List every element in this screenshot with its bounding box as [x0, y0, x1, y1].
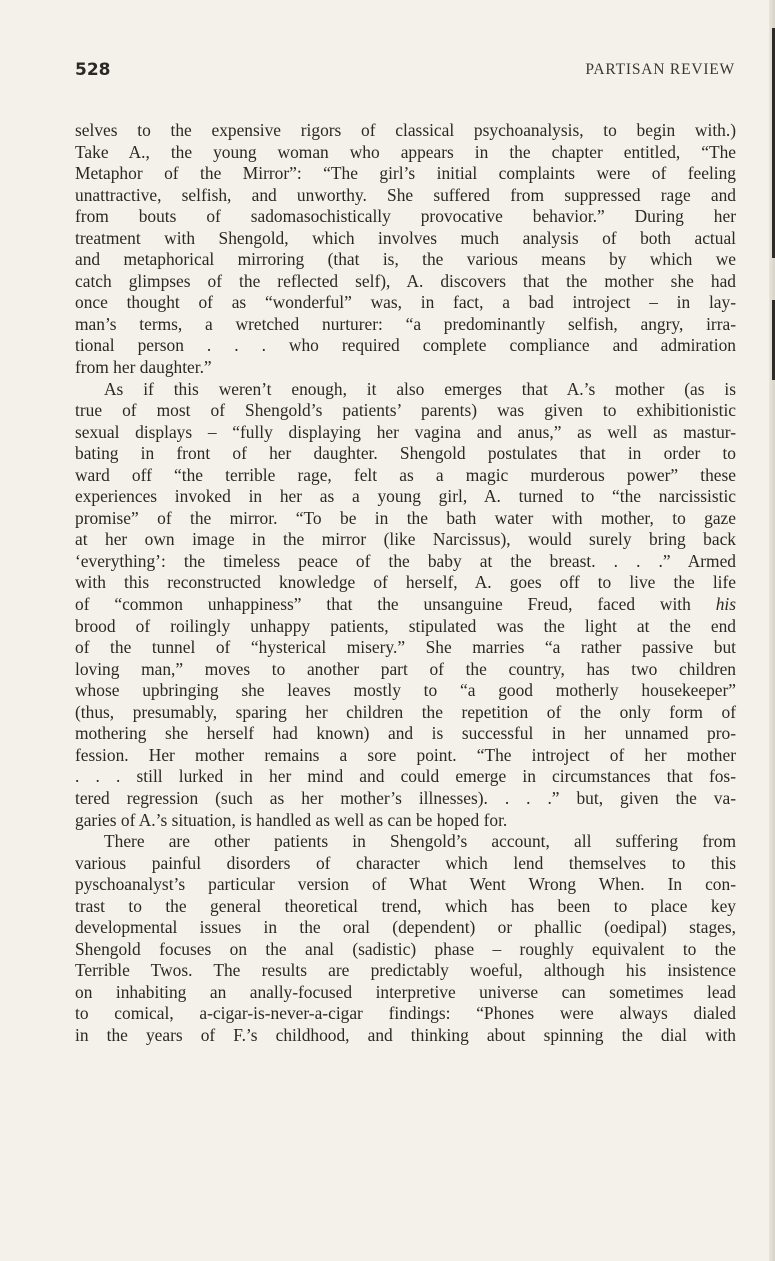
paragraph-first-line: There are other patients in Shengold’s account, all suffering from [104, 831, 736, 852]
emphasis-text: his [715, 594, 736, 615]
text-line: tional person . . . who required complete compliance and admiration [75, 335, 736, 356]
text-line: ward off “the terrible rage, felt as a magic murderous power” these [75, 464, 736, 485]
text-line: Metaphor of the Mirror”: “The girl’s initial complaints were of feeling [75, 163, 736, 184]
text-line: selves to the expensive rigors of classical psychoanalysis, to begin with.) [75, 120, 736, 140]
text-line: to comical, a-cigar-is-never-a-cigar findings: “Phones were always dialed [75, 1003, 736, 1024]
text-line: experiences invoked in her as a young girl, A. turned to “the narcissistic [75, 486, 736, 507]
text-line: Terrible Twos. The results are predictably woeful, although his insistence [75, 960, 736, 981]
text-line: bating in front of her daughter. Shengold postulates that in order to [75, 443, 736, 464]
text-line: developmental issues in the oral (dependent) or phallic (oedipal) stages, [75, 917, 736, 938]
paragraph-first-line: As if this weren’t enough, it also emerges that A.’s mother (as is [104, 378, 736, 399]
running-head [75, 60, 735, 84]
text-line: unattractive, selfish, and unworthy. She suffered from suppressed rage and [75, 184, 736, 205]
text-line: whose upbringing she leaves mostly to “a good motherly housekeeper” [75, 680, 736, 701]
text-line: man’s terms, a wretched nurturer: “a predominantly selfish, angry, irra- [75, 313, 736, 334]
text-line: true of most of Shengold’s patients’ parents) was given to exhibitionistic [75, 400, 736, 421]
journal-title: PARTISAN REVIEW [585, 61, 735, 78]
text-line: tered regression (such as her mother’s illnesses). . . .” but, given the va- [75, 787, 736, 808]
text-line: of the tunnel of “hysterical misery.” She marries “a rather passive but [75, 637, 736, 658]
text-line: on inhabiting an anally-focused interpretive universe can sometimes lead [75, 981, 736, 1002]
text-line: fession. Her mother remains a sore point. “The introject of her mother [75, 744, 736, 765]
text-line: . . . still lurked in her mind and could emerge in circumstances that fos- [75, 766, 736, 787]
text-line: mothering she herself had known) and is successful in her unnamed pro- [75, 723, 736, 744]
text-line: Shengold focuses on the anal (sadistic) phase – roughly equivalent to the [75, 938, 736, 959]
text-line: with this reconstructed knowledge of herself, A. goes off to live the life [75, 572, 736, 593]
page-number: 528 [75, 60, 111, 80]
text-line: various painful disorders of character which lend themselves to this [75, 852, 736, 873]
text-line: sexual displays – “fully displaying her vagina and anus,” as well as mastur- [75, 421, 736, 442]
text-line: garies of A.’s situation, is handled as well as can be hoped for. [75, 809, 508, 830]
text-line: at her own image in the mirror (like Narcissus), would surely bring back [75, 529, 736, 550]
text-line: (thus, presumably, sparing her children the repetition of the only form of [75, 701, 736, 722]
text-line: of “common unhappiness” that the unsanguine Freud, faced with his [75, 594, 736, 615]
text-line: treatment with Shengold, which involves much analysis of both actual [75, 227, 736, 248]
text-line: promise” of the mirror. “To be in the bath water with mother, to gaze [75, 507, 736, 528]
text-line: trast to the general theoretical trend, which has been to place key [75, 895, 736, 916]
text-line: loving man,” moves to another part of the country, has two children [75, 658, 736, 679]
text-line: ‘everything’: the timeless peace of the baby at the breast. . . .” Armed [75, 550, 736, 571]
text-line: in the years of F.’s childhood, and thinking about spinning the dial with [75, 1024, 736, 1045]
text-line: Take A., the young woman who appears in the chapter entitled, “The [75, 141, 736, 162]
text-line: once thought of as “wonderful” was, in fact, a bad introject – in lay- [75, 292, 736, 313]
text-line: catch glimpses of the reflected self), A. discovers that the mother she had [75, 270, 736, 291]
text-line: pyschoanalyst’s particular version of What Went Wrong When. In con- [75, 874, 736, 895]
text-line: from bouts of sadomasochistically provocative behavior.” During her [75, 206, 736, 227]
article-body [75, 120, 736, 1047]
text-line: and metaphorical mirroring (that is, the various means by which we [75, 249, 736, 270]
text-line: brood of roilingly unhappy patients, stipulated was the light at the end [75, 615, 736, 636]
text-line: from her daughter.” [75, 357, 212, 378]
